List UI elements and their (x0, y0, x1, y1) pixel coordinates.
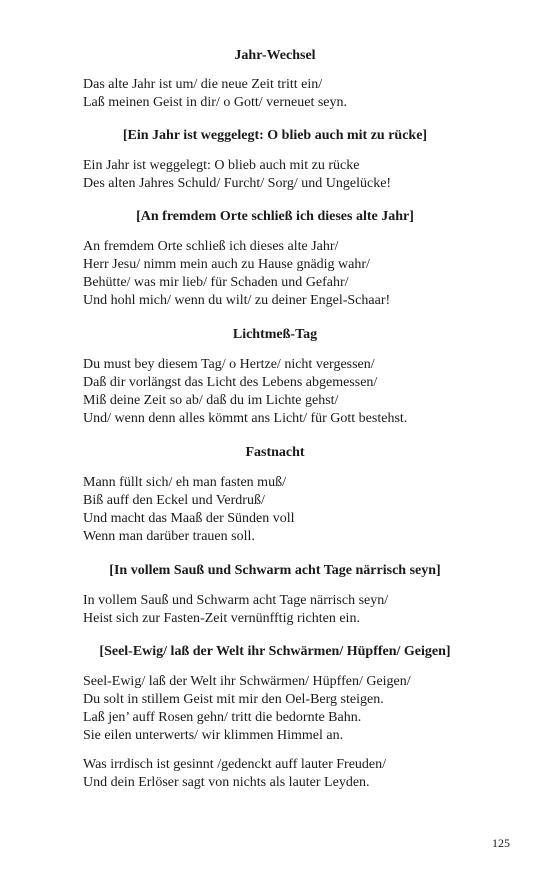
verse-line: Laß meinen Geist in dir/ o Gott/ verneuet seyn. (83, 95, 347, 110)
poem-title: [In vollem Sauß und Schwarm acht Tage närrisch seyn] (109, 563, 441, 578)
stanza (83, 673, 523, 745)
verse-line: Mann füllt sich/ eh man fasten muß/ (83, 475, 286, 490)
poem-title: Fastnacht (245, 445, 305, 460)
verse-line: In vollem Sauß und Schwarm acht Tage närrisch seyn/ (83, 593, 389, 608)
poem-title: [An fremdem Orte schließ ich dieses alte Jahr] (136, 209, 414, 224)
poem-title: Jahr-Wechsel (234, 48, 316, 63)
verse-line: Laß jen’ auff Rosen gehn/ tritt die bedornte Bahn. (83, 710, 362, 725)
verse-line: Und/ wenn denn alles kömmt ans Licht/ für Gott bestehst. (83, 411, 408, 426)
verse-line: Seel-Ewig/ laß der Welt ihr Schwärmen/ Hüpffen/ Geigen/ (83, 674, 411, 689)
stanza (83, 76, 523, 112)
stanza (83, 474, 523, 546)
verse-line: Sie eilen unterwerts/ wir klimmen Himmel an. (83, 728, 344, 743)
verse-line: Ein Jahr ist weggelegt: O blieb auch mit zu rücke (83, 158, 360, 173)
verse-line: Heist sich zur Fasten-Zeit vernünfftig richten ein. (83, 611, 360, 626)
verse-line: Daß dir vorlängst das Licht des Lebens abgemessen/ (83, 375, 378, 390)
verse-line: Und macht das Maaß der Sünden voll (83, 511, 295, 526)
verse-line: An fremdem Orte schließ ich dieses alte Jahr/ (83, 239, 339, 254)
verse-line: Und dein Erlöser sagt von nichts als lauter Leyden. (83, 775, 370, 790)
verse-line: Wenn man darüber trauen soll. (83, 529, 255, 544)
stanza (83, 356, 523, 428)
verse-line: Das alte Jahr ist um/ die neue Zeit tritt ein/ (83, 77, 323, 92)
verse-line: Du must bey diesem Tag/ o Hertze/ nicht vergessen/ (83, 357, 375, 372)
verse-line: Du solt in stillem Geist mit mir den Oel-Berg steigen. (83, 692, 384, 707)
verse-line: Behütte/ was mir lieb/ für Schaden und Gefahr/ (83, 275, 349, 290)
verse-line: Was irrdisch ist gesinnt /gedenckt auff lauter Freuden/ (83, 757, 387, 772)
verse-line: Miß deine Zeit so ab/ daß du im Lichte gehst/ (83, 393, 339, 408)
stanza (83, 592, 523, 628)
stanza (83, 238, 523, 310)
poem-title: [Ein Jahr ist weggelegt: O blieb auch mit zu rücke] (122, 128, 428, 143)
poem-title: [Seel-Ewig/ laß der Welt ihr Schwärmen/ Hüpffen/ Geigen] (99, 644, 451, 659)
poem-title: Lichtmeß-Tag (232, 327, 318, 342)
stanza (83, 756, 523, 792)
verse-line: Herr Jesu/ nimm mein auch zu Hause gnädig wahr/ (83, 257, 370, 272)
verse-line: Des alten Jahres Schuld/ Furcht/ Sorg/ und Ungelücke! (83, 176, 392, 191)
verse-line: Biß auff den Eckel und Verdruß/ (83, 493, 265, 508)
page-number: 125 (492, 836, 510, 850)
stanza (83, 157, 523, 193)
verse-line: Und hohl mich/ wenn du wilt/ zu deiner Engel-Schaar! (83, 293, 391, 308)
